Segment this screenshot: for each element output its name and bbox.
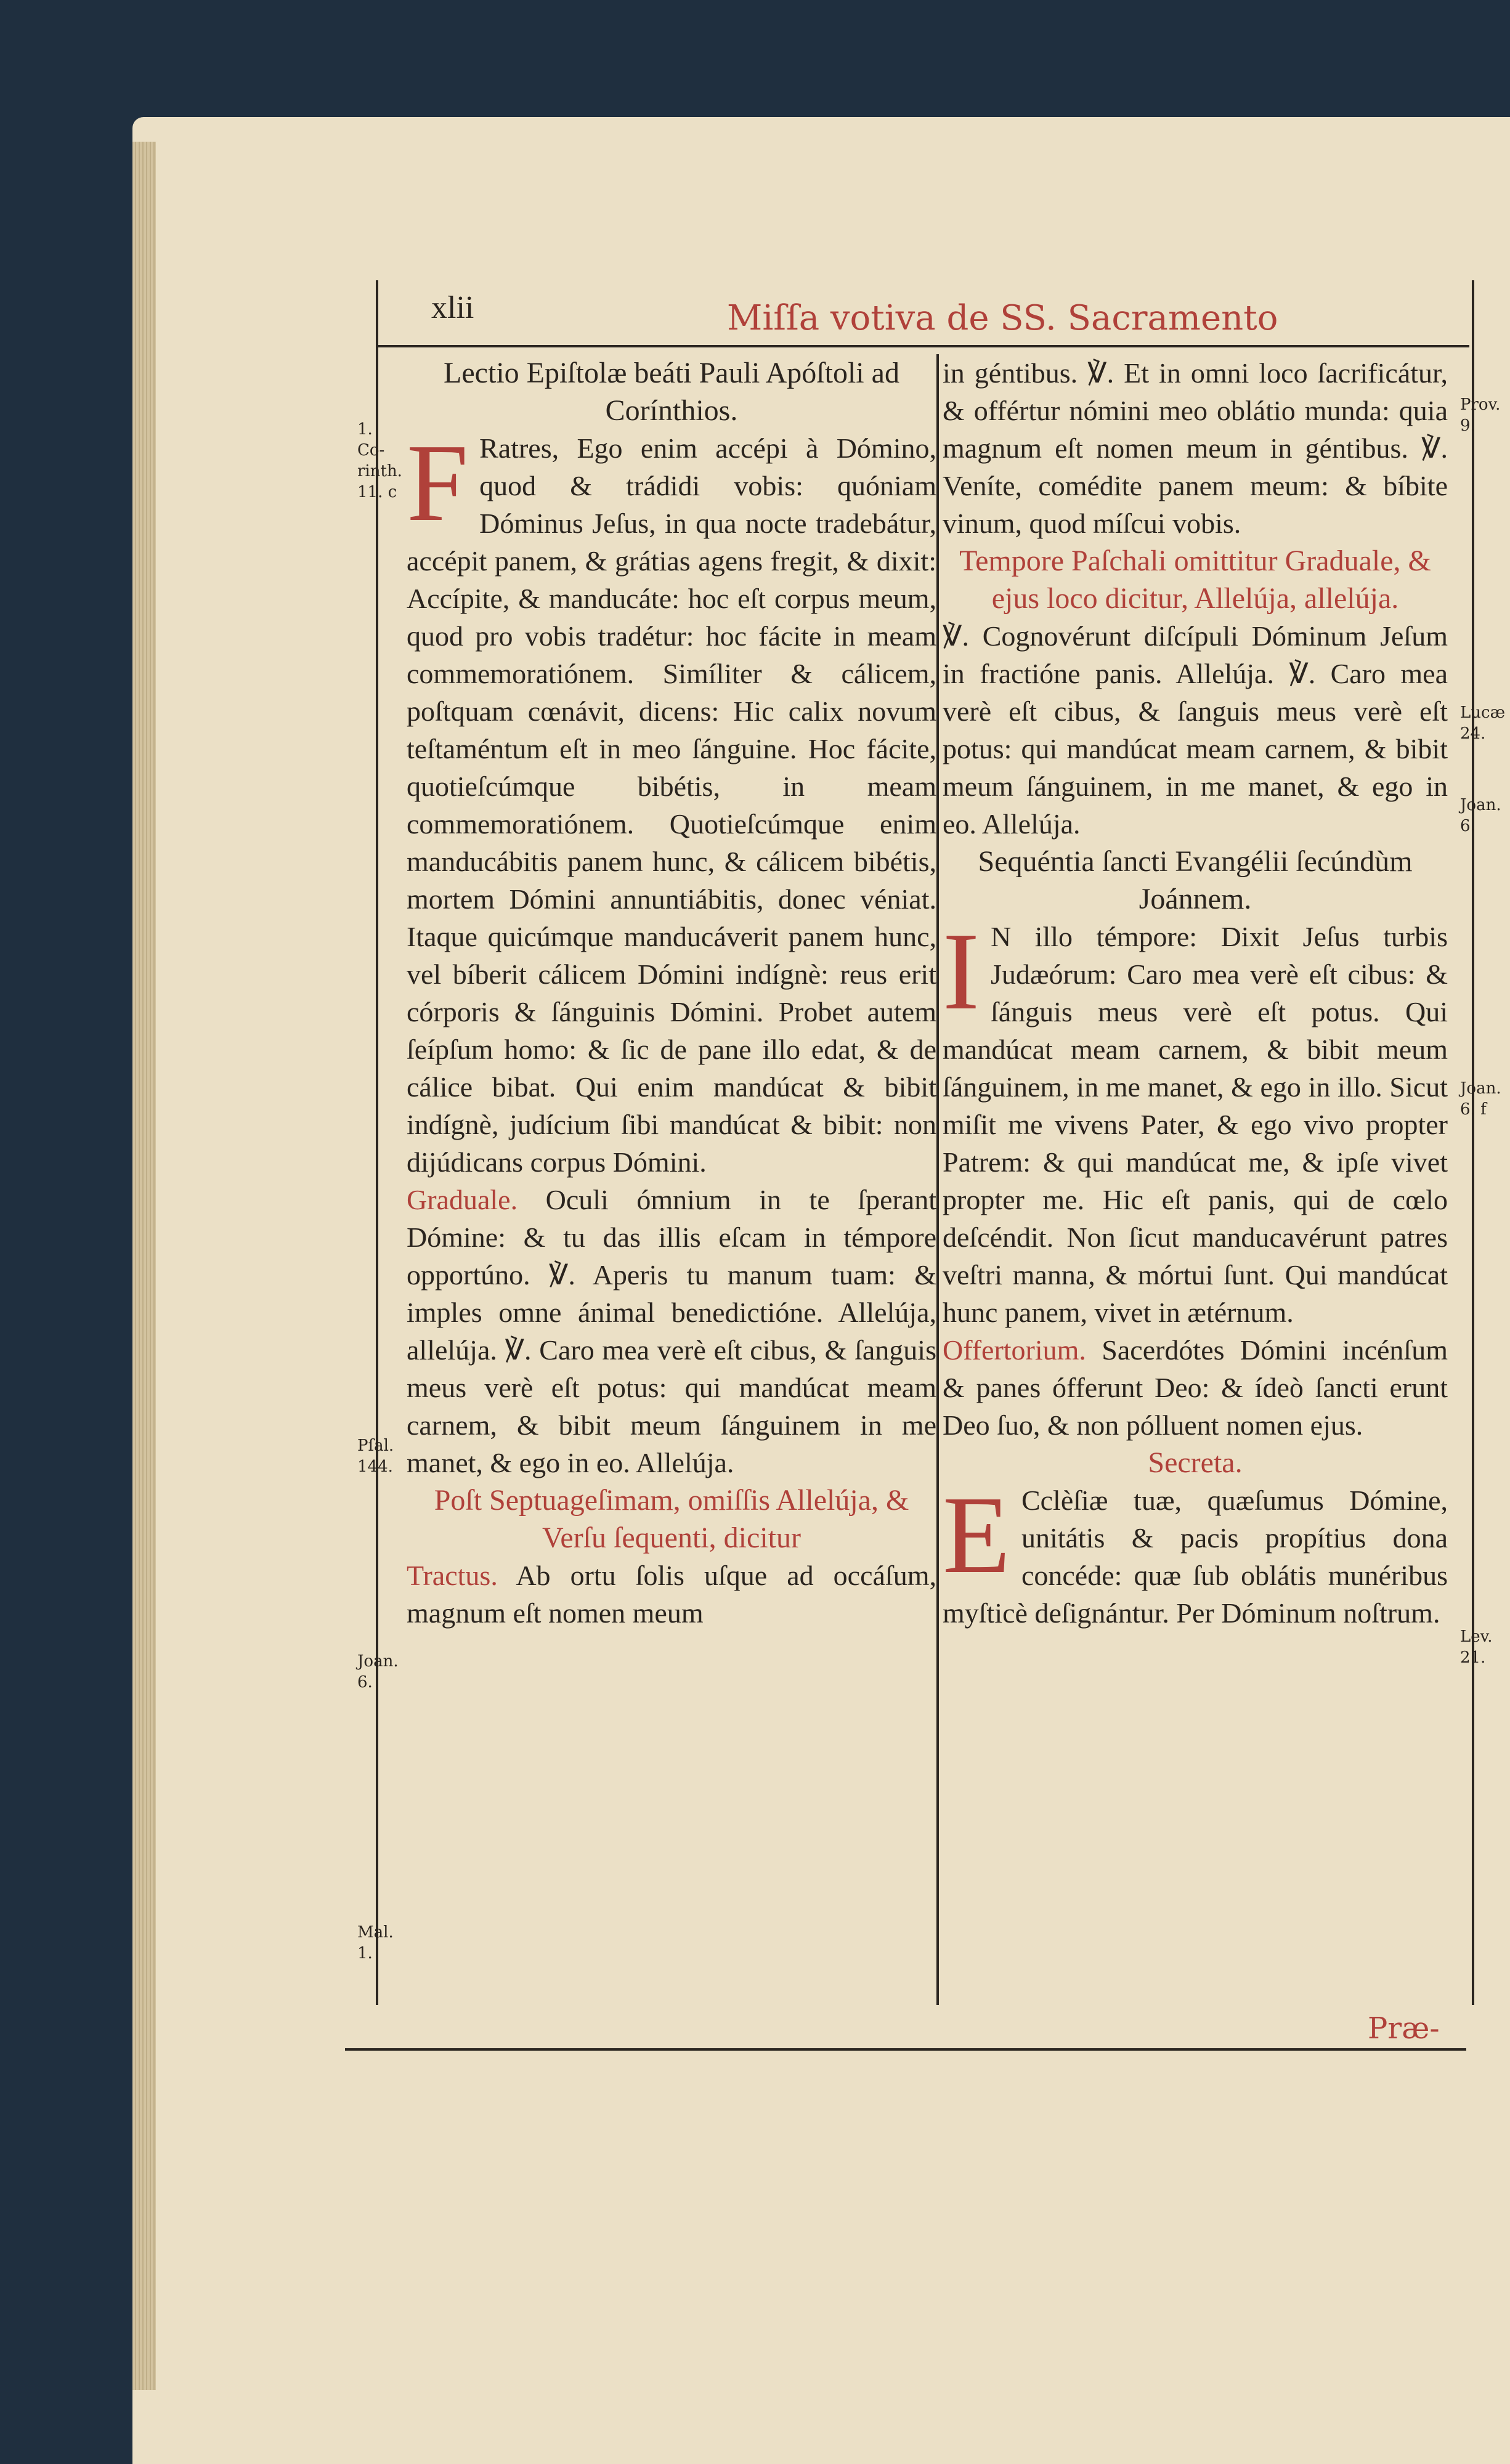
tractus-paragraph [407,1557,936,1632]
gospel-text: N illo témpore: Dixit Jeſus turbis Judæórum: Caro mea verè eſt cibus: & ſánguis meus verè eſt potus. Qui mandúcat meam carnem, & bibit meum ſánguinem, in me manet, & ego in illo. Sicut miſit me vivens Pater, & ego vivo propter Patrem: & qui mandúcat me, & ipſe vivet propter me. Hic eſt panis, qui de cœlo deſcéndit. Non ſicut manducavérunt patres veſtri manna, & mórtui ſunt. Qui mandúcat hunc panem, vivet in ætérnum. [943,921,1448,1328]
running-title: Miſſa votiva de SS. Sacramento [727,298,1278,338]
margin-note-left-1: 1. Co-rinth. 11. c [357,420,402,501]
column-divider [936,354,939,2005]
secreta-text: Cclèſiæ tuæ, quæſumus Dómine, unitátis & pacis propítius dona concéde: quæ ſub oblátis munéribus myſticè deſignántur. Per Dóminum noſtrum. [943,1485,1448,1629]
margin-note-left-3: Joan. 6. [357,1652,399,1692]
right-column [943,354,1448,2017]
margin-note-right-1: Prov. 9. [1460,395,1501,435]
drop-initial-i: I [943,910,980,1032]
gospel-paragraph [943,910,1448,1331]
continuation-text: in géntibus. ℣. Et in omni loco ſacrificátur, & offértur nómini meo oblátio munda: quia magnum eſt nomen meum in géntibus. ℣. Veníte, comédite panem meum: & bíbite vinum, quod míſcui vobis. [943,357,1448,539]
page-header [431,290,1479,351]
lectio-text: Ratres, Ego enim accépi à Dómino, quod & trádidi vobis: quóniam Dóminus Jeſus, in qua nocte tradebátur, accépit panem, & grátias agens fregit, & dixit: Accípite, & manducáte: hoc eſt corpus meum, quod pro vobis tradétur: hoc fácite in meam commemoratiónem. Simíliter & cálicem, poſtquam cœnávit, dicens: Hic calix novum teſtaméntum eſt in meo ſánguine. Hoc fácite, quotieſcúmque bibétis, in meam commemoratiónem. Quotieſcúmque enim manducábitis panem hunc, & cálicem bibétis, mortem Dómini annuntiábitis, donec véniat. Itaque quicúmque manducáverit panem hunc, vel bíberit cálicem Dómini indígnè: reus erit córporis & ſánguinis Dómini. Probet autem ſeípſum homo: & ſic de pane illo edat, & de cálice bibat. Qui enim mandúcat & bibit indígnè, judícium ſibi mandúcat & bibit: non dijúdicans corpus Dómini. [407,432,936,1178]
header-rule [376,345,1469,347]
margin-note-right-2: Lucæ 24. [1460,703,1506,743]
paschal-text: ℣. Cognovérunt diſcípuli Dóminum Jeſum in fractióne panis. Allelúja. ℣. Caro mea verè eſt cibus, & ſanguis meus verè eſt potus: qui mandúcat meam carnem, & bibit meum ſánguinem, in me manet, & ego in eo. Allelúja. [943,620,1448,840]
drop-initial-f: F [407,421,469,544]
margin-note-left-2: Pſal. 144. [357,1437,394,1476]
page-number: xlii [431,290,474,325]
graduale-paragraph [407,1181,936,1481]
graduale-label: Graduale. [407,1184,518,1215]
tractus-text: Ab ortu ſolis uſque ad occáſum, magnum eſt nomen meum [407,1560,936,1629]
catchword: Præ- [1368,2011,1440,2046]
secreta-paragraph [943,1473,1448,1632]
paschal-rubric: Tempore Paſchali omittitur Graduale, & ejus loco dicitur, Allelúja, allelúja. [959,545,1431,615]
lectio-heading: Lectio Epiſtolæ beáti Pauli Apóſtoli ad Corínthios. [444,357,899,427]
secreta-heading: Secreta. [1148,1446,1243,1479]
offertorium-text: Sacerdótes Dómini incénſum & panes ófferunt Deo: & ídeò ſancti erunt Deo ſuo, & non pólluent nomen ejus. [943,1334,1448,1441]
drop-initial-e: E [943,1473,1010,1596]
margin-note-right-5: Lev. 21. [1460,1627,1493,1667]
left-column [407,354,936,2017]
offertorium-label: Offertorium. [943,1334,1086,1366]
bottom-rule [345,2048,1466,2051]
tractus-label: Tractus. [407,1560,498,1591]
page-edge-stack [132,142,156,2390]
margin-note-right-3: Joan. 6. [1460,796,1501,835]
lectio-paragraph [407,421,936,1181]
post-septuagesimam-rubric: Poſt Septuageſimam, omiſſis Allelúja, & Verſu ſequenti, dicitur [434,1484,909,1554]
margin-note-left-4: Mal. 1. [357,1923,394,1963]
offertorium-paragraph [943,1331,1448,1444]
graduale-text: Oculi ómnium in te ſperant Dómine: & tu das illis eſcam in témpore opportúno. ℣. Aperis tu manum tuam: & imples omne ánimal benedictióne. Allelúja, allelúja. ℣. Caro mea verè eſt cibus, & ſanguis meus verè eſt potus: qui mandúcat meam carnem, & bibit meum ſánguinem in me manet, & ego in eo. Allelúja. [407,1184,936,1478]
sequentia-heading: Sequéntia ſancti Evangélii ſecúndùm Joánnem. [978,845,1413,915]
margin-note-right-4: Joan. 6. f [1460,1079,1501,1119]
